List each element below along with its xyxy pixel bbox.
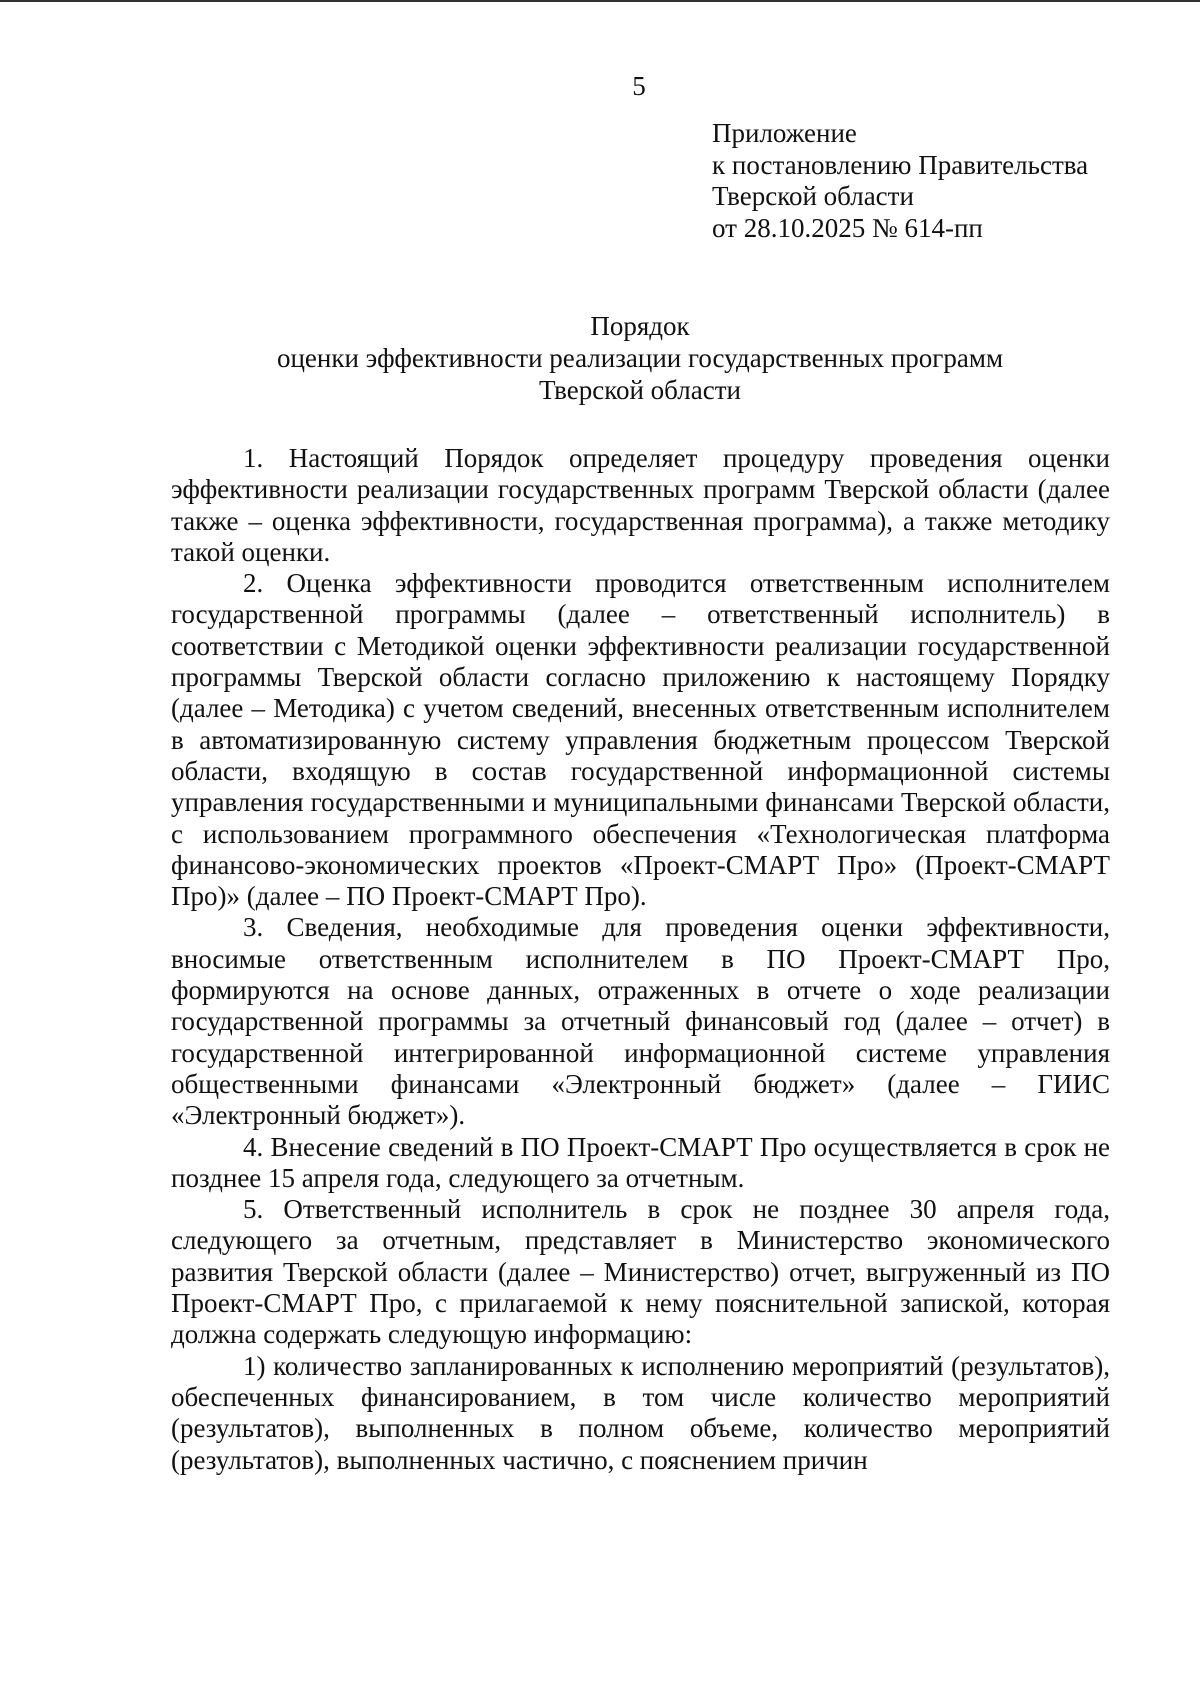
- paragraph-2: 2. Оценка эффективности проводится ответственным исполнителем государственной программы (далее – ответственный исполнитель) в соответствии с Методикой оценки эффективности реализации государственной программы Тверской области согласно приложению к настоящему Порядку (далее – Методика) с учетом сведений, внесенных ответственным исполнителем в автоматизированную систему управления бюджетным процессом Тверской области, входящую в состав государственной информационной системы управления государственными и муниципальными финансами Тверской области, с использованием программного обеспечения «Технологическая платформа финансово-экономических проектов «Проект-СМАРТ Про» (Проект-СМАРТ Про)» (далее – ПО Проект-СМАРТ Про).: [171, 568, 1110, 912]
- title-line-3: Тверской области: [539, 375, 741, 405]
- document-title: [170, 310, 1110, 406]
- page-number: 5: [632, 71, 646, 101]
- appendix-line-1: Приложение: [712, 118, 857, 148]
- paragraph-4: 4. Внесение сведений в ПО Проект-СМАРТ Про осуществляется в срок не позднее 15 апреля года, следующего за отчетным.: [171, 1131, 1110, 1193]
- title-line-2: оценки эффективности реализации государственных программ: [276, 343, 1004, 373]
- appendix-line-2: к постановлению Правительства: [712, 149, 1089, 180]
- title-line-1: Порядок: [590, 311, 690, 341]
- appendix-header: [712, 118, 1088, 244]
- paragraph-5: 5. Ответственный исполнитель в срок не позднее 30 апреля года, следующего за отчетным, представляет в Министерство экономического развития Тверской области (далее – Министерство) отчет, выгруженный из ПО Проект-СМАРТ Про, с прилагаемой к нему пояснительной запиской, которая должна содержать следующую информацию:: [171, 1194, 1110, 1350]
- paragraph-3: 3. Сведения, необходимые для проведения оценки эффективности, вносимые ответственным исполнителем в ПО Проект-СМАРТ Про, формируются на основе данных, отраженных в отчете о ходе реализации государственной программы за отчетный финансовый год (далее – отчет) в государственной интегрированной информационной системе управления общественными финансами «Электронный бюджет» (далее – ГИИС «Электронный бюджет»).: [171, 912, 1110, 1131]
- page-edge-line: [0, 0, 1200, 2]
- paragraph-5-item-1: 1) количество запланированных к исполнению мероприятий (результатов), обеспеченных финансированием, в том числе количество мероприятий (результатов), выполненных в полном объеме, количество мероприятий (результатов), выполненных частично, с пояснением причин: [171, 1350, 1110, 1475]
- document-body: [171, 443, 1110, 1476]
- appendix-line-4: от 28.10.2025 № 614-пп: [712, 212, 983, 243]
- paragraph-1: 1. Настоящий Порядок определяет процедуру проведения оценки эффективности реализации государственных программ Тверской области (далее также – оценка эффективности, государственная программа), а также методику такой оценки.: [171, 443, 1110, 567]
- appendix-line-3: Тверской области: [712, 181, 914, 211]
